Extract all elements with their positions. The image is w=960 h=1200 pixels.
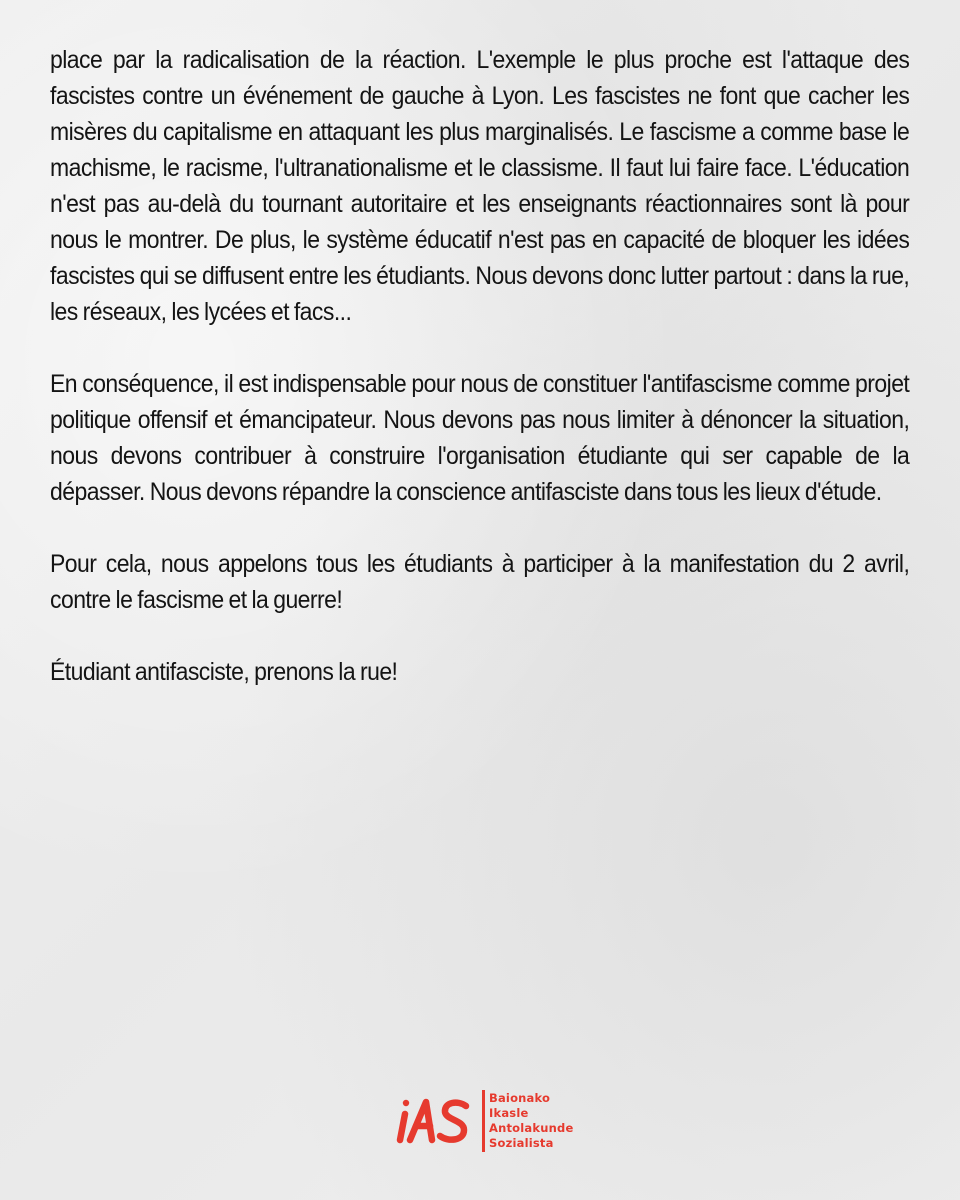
paragraph-gap	[50, 510, 910, 546]
ias-logo-mark-icon	[392, 1092, 480, 1152]
paragraph-2: En conséquence, il est indispensable pour nous de constituer l'antifascisme comme projet politique offensif et émancipateur. Nous devons pas nous limiter à dénoncer la situation, nous devons contribuer à construire l'organisation étudiante qui ser capable de la dépasser. Nous devons répandre la conscience antifasciste dans tous les lieux d'étude.	[50, 370, 910, 506]
text-body	[50, 42, 910, 690]
logo-word: Sozialista	[489, 1136, 554, 1150]
paragraph-3: Pour cela, nous appelons tous les étudiants à participer à la manifestation du 2 avril, contre le fascisme et la guerre!	[50, 550, 910, 614]
paragraph-gap	[50, 618, 910, 654]
logo-word: Antolakunde	[489, 1121, 574, 1135]
paragraph-1: place par la radicalisation de la réaction. L'exemple le plus proche est l'attaque des fascistes contre un événement de gauche à Lyon. Les fascistes ne font que cacher les misères du capitalisme en attaquant les plus marginalisés. Le fascisme a comme base le machisme, le racisme, l'ultranationalisme et le classisme. Il faut lui faire face. L'éducation n'est pas au-delà du tournant autoritaire et les enseignants réactionnaires sont là pour nous le montrer. De plus, le système éducatif n'est pas en capacité de bloquer les idées fascistes qui se diffusent entre les étudiants. Nous devons donc lutter partout : dans la rue, les réseaux, les lycées et facs...	[50, 46, 910, 326]
logo-word: Ikasle	[489, 1106, 529, 1120]
logo-wordmark	[489, 1091, 573, 1151]
paragraph-4: Étudiant antifasciste, prenons la rue!	[50, 658, 398, 686]
paragraph-gap	[50, 330, 910, 366]
organization-logo	[392, 1086, 592, 1156]
logo-word: Baionako	[489, 1091, 551, 1105]
logo-divider	[482, 1090, 485, 1152]
